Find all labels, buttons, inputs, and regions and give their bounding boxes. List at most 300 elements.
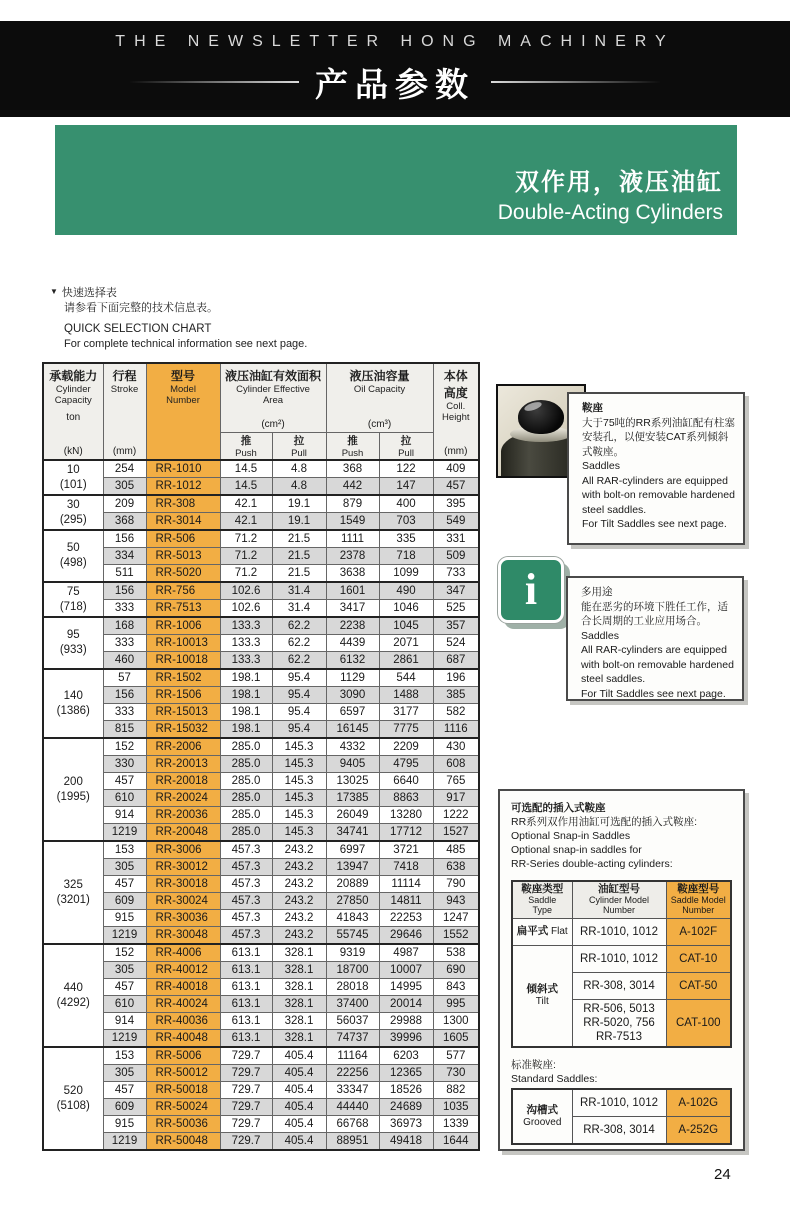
pull-oil-cell: 11114	[379, 876, 433, 893]
table-row	[43, 859, 479, 876]
table-row	[43, 478, 479, 496]
model-cell: RR-1006	[146, 617, 220, 635]
push-oil-cell: 3090	[326, 687, 379, 704]
pull-area-cell: 405.4	[272, 1099, 326, 1116]
pull-area-cell: 4.8	[272, 460, 326, 478]
pull-area-cell: 62.2	[272, 617, 326, 635]
saddles-note-en: For Tilt Saddles see next page.	[582, 518, 727, 530]
snap-saddle-table-body	[512, 881, 731, 1047]
table-row	[43, 635, 479, 652]
height-cell: 524	[433, 635, 479, 652]
height-cell: 1339	[433, 1116, 479, 1133]
push-area-cell: 613.1	[220, 1030, 272, 1048]
push-area-cell: 14.5	[220, 460, 272, 478]
saddle-type-cell: 倾斜式 Tilt	[512, 945, 572, 1047]
pull-oil-cell: 22253	[379, 910, 433, 927]
height-cell: 1116	[433, 721, 479, 739]
info-line1-en: Saddles	[581, 629, 619, 642]
model-cell: RR-756	[146, 582, 220, 600]
stroke-cell: 914	[103, 1013, 146, 1030]
saddle-header-row	[512, 881, 731, 918]
capacity-cell	[43, 841, 103, 944]
model-cell: RR-2006	[146, 738, 220, 756]
snap-in-saddles-box	[498, 789, 745, 1151]
push-oil-cell: 3417	[326, 600, 379, 618]
push-area-cell: 133.3	[220, 652, 272, 670]
capacity-ton: 30	[66, 498, 80, 511]
pull-oil-cell: 3721	[379, 841, 433, 859]
table-row	[43, 513, 479, 531]
saddle-model-cell: CAT-50	[666, 972, 731, 999]
pull-oil-cell: 544	[379, 669, 433, 687]
pull-oil-cell: 6203	[379, 1047, 433, 1065]
push-area-cell: 457.3	[220, 893, 272, 910]
snap-title-zh: 可选配的插入式鞍座	[511, 802, 606, 814]
height-cell: 577	[433, 1047, 479, 1065]
pull-area-cell: 328.1	[272, 996, 326, 1013]
capacity-kn: (933)	[59, 644, 87, 656]
push-oil-cell: 13947	[326, 859, 379, 876]
pull-area-cell: 328.1	[272, 962, 326, 979]
table-row	[43, 687, 479, 704]
table-row	[43, 704, 479, 721]
push-oil-cell: 41843	[326, 910, 379, 927]
push-oil-cell: 13025	[326, 773, 379, 790]
push-area-cell: 285.0	[220, 773, 272, 790]
height-cell: 1035	[433, 1099, 479, 1116]
stroke-cell: 457	[103, 1082, 146, 1099]
height-cell: 1605	[433, 1030, 479, 1048]
info-body-zh: 能在恶劣的环境下胜任工作，适合长周期的工业应用场合。	[581, 600, 728, 627]
capacity-kn: (101)	[59, 478, 87, 491]
height-cell: 196	[433, 669, 479, 687]
capacity-ton: 440	[63, 981, 83, 994]
stroke-cell: 457	[103, 773, 146, 790]
stroke-cell: 610	[103, 790, 146, 807]
pull-oil-cell: 2209	[379, 738, 433, 756]
table-row	[43, 721, 479, 739]
stroke-cell: 156	[103, 687, 146, 704]
stroke-cell: 333	[103, 704, 146, 721]
pull-oil-cell: 1488	[379, 687, 433, 704]
push-oil-cell: 368	[326, 460, 379, 478]
push-area-cell: 457.3	[220, 841, 272, 859]
capacity-ton: 10	[66, 463, 80, 476]
model-cell: RR-40048	[146, 1030, 220, 1048]
saddles-info-box	[567, 392, 745, 545]
intro-line4: For complete technical information see next page.	[64, 338, 308, 350]
table-row	[43, 738, 479, 756]
push-oil-cell: 4332	[326, 738, 379, 756]
height-cell: 395	[433, 495, 479, 513]
pull-area-cell: 328.1	[272, 1013, 326, 1030]
pull-area-cell: 95.4	[272, 687, 326, 704]
page-title: 产品参数	[315, 65, 475, 103]
saddles-body-en: All RAR-cylinders are equipped with bolt-on removable hardened steel saddles.	[582, 474, 735, 516]
pull-oil-cell: 122	[379, 460, 433, 478]
model-cell: RR-1012	[146, 478, 220, 496]
table-row	[43, 979, 479, 996]
model-cell: RR-30048	[146, 927, 220, 945]
table-row	[43, 652, 479, 670]
push-oil-cell: 6132	[326, 652, 379, 670]
push-oil-cell: 28018	[326, 979, 379, 996]
pull-oil-cell: 1099	[379, 565, 433, 583]
capacity-cell	[43, 944, 103, 1047]
stroke-cell: 168	[103, 617, 146, 635]
model-cell: RR-40012	[146, 962, 220, 979]
push-oil-cell: 1129	[326, 669, 379, 687]
pull-oil-cell: 14811	[379, 893, 433, 910]
push-oil-cell: 44440	[326, 1099, 379, 1116]
pull-area-cell: 145.3	[272, 824, 326, 842]
saddle-model-cell: CAT-100	[666, 999, 731, 1047]
standard-saddle-table-body	[512, 1089, 731, 1144]
pull-oil-cell: 8863	[379, 790, 433, 807]
subheader-area-push: 推 Push	[220, 433, 272, 461]
push-oil-cell: 56037	[326, 1013, 379, 1030]
table-row	[43, 824, 479, 842]
stroke-cell: 153	[103, 1047, 146, 1065]
table-row	[43, 1013, 479, 1030]
table-row	[43, 1082, 479, 1099]
push-oil-cell: 34741	[326, 824, 379, 842]
pull-area-cell: 145.3	[272, 807, 326, 824]
push-area-cell: 198.1	[220, 704, 272, 721]
push-oil-cell: 74737	[326, 1030, 379, 1048]
push-area-cell: 613.1	[220, 979, 272, 996]
model-cell: RR-7513	[146, 600, 220, 618]
cylinder-model-cell: RR-308, 3014	[572, 972, 666, 999]
saddle-model-cell: A-102F	[666, 918, 731, 945]
push-area-cell: 42.1	[220, 495, 272, 513]
stroke-cell: 457	[103, 876, 146, 893]
stroke-cell: 152	[103, 738, 146, 756]
push-area-cell: 613.1	[220, 1013, 272, 1030]
height-cell: 331	[433, 530, 479, 548]
versatility-info-box	[566, 576, 744, 701]
table-row	[43, 944, 479, 962]
push-oil-cell: 88951	[326, 1133, 379, 1151]
capacity-kn: (498)	[59, 557, 87, 569]
pull-area-cell: 31.4	[272, 600, 326, 618]
push-oil-cell: 27850	[326, 893, 379, 910]
capacity-cell	[43, 1047, 103, 1150]
table-row	[43, 1099, 479, 1116]
saddle-model-cell: A-252G	[666, 1116, 731, 1144]
push-area-cell: 729.7	[220, 1116, 272, 1133]
model-cell: RR-50012	[146, 1065, 220, 1082]
stroke-cell: 1219	[103, 824, 146, 842]
col-header-stroke: 行程 Stroke (mm)	[103, 363, 146, 460]
stroke-cell: 609	[103, 1099, 146, 1116]
cylinder-model-cell: RR-1010, 1012	[572, 918, 666, 945]
snap-subtitle-en2: RR-Series double-acting cylinders:	[511, 858, 673, 870]
pull-area-cell: 405.4	[272, 1133, 326, 1151]
saddles-title-zh: 鞍座	[582, 402, 603, 414]
col-header-capacity: 承载能力 Cylinder Capacity ton (kN)	[43, 363, 103, 460]
table-row	[43, 565, 479, 583]
intro-line2: 请参看下面完整的技术信息表。	[64, 302, 218, 314]
pull-oil-cell: 10007	[379, 962, 433, 979]
table-row	[43, 548, 479, 565]
pull-area-cell: 145.3	[272, 773, 326, 790]
pull-oil-cell: 24689	[379, 1099, 433, 1116]
height-cell: 1644	[433, 1133, 479, 1151]
stroke-cell: 460	[103, 652, 146, 670]
pull-area-cell: 95.4	[272, 669, 326, 687]
stroke-cell: 1219	[103, 1030, 146, 1048]
height-cell: 638	[433, 859, 479, 876]
newsletter-text: THE NEWSLETTER HONG MACHINERY	[115, 32, 675, 50]
height-cell: 882	[433, 1082, 479, 1099]
stroke-cell: 153	[103, 841, 146, 859]
height-cell: 538	[433, 944, 479, 962]
table-row	[43, 1030, 479, 1048]
table-row	[43, 927, 479, 945]
push-oil-cell: 6997	[326, 841, 379, 859]
capacity-cell	[43, 460, 103, 495]
model-cell: RR-20048	[146, 824, 220, 842]
push-area-cell: 285.0	[220, 790, 272, 807]
section-banner	[55, 125, 737, 235]
capacity-cell	[43, 617, 103, 669]
pull-area-cell: 328.1	[272, 979, 326, 996]
pull-oil-cell: 1046	[379, 600, 433, 618]
subheader-oil-push: 推 Push	[326, 433, 379, 461]
push-area-cell: 729.7	[220, 1047, 272, 1065]
pull-area-cell: 62.2	[272, 652, 326, 670]
push-area-cell: 71.2	[220, 530, 272, 548]
pull-area-cell: 21.5	[272, 565, 326, 583]
col-header-height: 本体 高度 Coll. Height (mm)	[433, 363, 479, 460]
push-oil-cell: 16145	[326, 721, 379, 739]
push-oil-cell: 66768	[326, 1116, 379, 1133]
push-oil-cell: 37400	[326, 996, 379, 1013]
capacity-ton: 200	[63, 775, 83, 788]
height-cell: 1527	[433, 824, 479, 842]
model-cell: RR-20013	[146, 756, 220, 773]
stroke-cell: 209	[103, 495, 146, 513]
push-oil-cell: 4439	[326, 635, 379, 652]
model-cell: RR-506	[146, 530, 220, 548]
push-area-cell: 729.7	[220, 1099, 272, 1116]
push-oil-cell: 2378	[326, 548, 379, 565]
pull-area-cell: 243.2	[272, 893, 326, 910]
model-cell: RR-40018	[146, 979, 220, 996]
height-cell: 843	[433, 979, 479, 996]
height-cell: 509	[433, 548, 479, 565]
info-icon: i	[498, 557, 564, 623]
capacity-kn: (1995)	[56, 790, 90, 803]
pull-area-cell: 145.3	[272, 738, 326, 756]
push-area-cell: 198.1	[220, 721, 272, 739]
intro-line1: ▼ 快速选择表	[50, 287, 117, 299]
stroke-cell: 815	[103, 721, 146, 739]
model-cell: RR-50024	[146, 1099, 220, 1116]
table-row	[43, 756, 479, 773]
height-cell: 733	[433, 565, 479, 583]
pull-area-cell: 95.4	[272, 704, 326, 721]
push-area-cell: 42.1	[220, 513, 272, 531]
cylinder-model-cell: RR-1010, 1012	[572, 945, 666, 972]
pull-area-cell: 4.8	[272, 478, 326, 496]
pull-area-cell: 62.2	[272, 635, 326, 652]
table-row	[43, 582, 479, 600]
stroke-cell: 305	[103, 859, 146, 876]
cylinder-model-cell: RR-308, 3014	[572, 1116, 666, 1144]
push-area-cell: 457.3	[220, 876, 272, 893]
height-cell: 385	[433, 687, 479, 704]
pull-oil-cell: 6640	[379, 773, 433, 790]
model-cell: RR-15032	[146, 721, 220, 739]
capacity-kn: (1386)	[56, 704, 90, 717]
push-oil-cell: 2238	[326, 617, 379, 635]
pull-area-cell: 21.5	[272, 530, 326, 548]
capacity-kn: (3201)	[56, 893, 90, 906]
push-oil-cell: 1111	[326, 530, 379, 548]
pull-oil-cell: 29988	[379, 1013, 433, 1030]
col-header-model: 型号 Model Number	[146, 363, 220, 460]
title-rule-right	[491, 81, 661, 83]
pull-oil-cell: 703	[379, 513, 433, 531]
pull-oil-cell: 49418	[379, 1133, 433, 1151]
intro-line3: QUICK SELECTION CHART	[64, 323, 212, 335]
pull-area-cell: 243.2	[272, 910, 326, 927]
capacity-ton: 50	[66, 542, 80, 554]
pull-area-cell: 243.2	[272, 859, 326, 876]
pull-oil-cell: 335	[379, 530, 433, 548]
pull-oil-cell: 3177	[379, 704, 433, 721]
model-cell: RR-5006	[146, 1047, 220, 1065]
stroke-cell: 57	[103, 669, 146, 687]
table-row	[43, 1065, 479, 1082]
push-area-cell: 102.6	[220, 582, 272, 600]
height-cell: 943	[433, 893, 479, 910]
height-cell: 430	[433, 738, 479, 756]
stroke-cell: 610	[103, 996, 146, 1013]
push-area-cell: 285.0	[220, 807, 272, 824]
table-row	[43, 669, 479, 687]
cylinder-model-cell: RR-1010, 1012	[572, 1089, 666, 1117]
model-cell: RR-40036	[146, 1013, 220, 1030]
push-oil-cell: 442	[326, 478, 379, 496]
height-cell: 995	[433, 996, 479, 1013]
stroke-cell: 457	[103, 979, 146, 996]
capacity-kn: (5108)	[56, 1099, 90, 1112]
main-table-body	[43, 460, 479, 1150]
height-cell: 608	[433, 756, 479, 773]
pull-area-cell: 19.1	[272, 513, 326, 531]
cylinder-model-cell: RR-506, 5013 RR-5020, 756 RR-7513	[572, 999, 666, 1047]
push-area-cell: 285.0	[220, 824, 272, 842]
push-area-cell: 457.3	[220, 927, 272, 945]
col-header-effective-area: 液压油缸有效面积 Cylinder Effective Area (cm²)	[220, 363, 326, 433]
push-oil-cell: 1601	[326, 582, 379, 600]
push-oil-cell: 18700	[326, 962, 379, 979]
saddle-model-cell: CAT-10	[666, 945, 731, 972]
pull-oil-cell: 400	[379, 495, 433, 513]
standard-saddles-title-zh: 标准鞍座:	[511, 1058, 556, 1071]
title-rule-left	[129, 81, 299, 83]
push-oil-cell: 33347	[326, 1082, 379, 1099]
push-oil-cell: 1549	[326, 513, 379, 531]
model-cell: RR-20018	[146, 773, 220, 790]
table-row	[43, 530, 479, 548]
model-cell: RR-3014	[146, 513, 220, 531]
pull-area-cell: 145.3	[272, 790, 326, 807]
pull-area-cell: 31.4	[272, 582, 326, 600]
saddles-title-en: Saddles	[582, 460, 620, 472]
height-cell: 582	[433, 704, 479, 721]
pull-oil-cell: 718	[379, 548, 433, 565]
model-cell: RR-1506	[146, 687, 220, 704]
push-area-cell: 729.7	[220, 1082, 272, 1099]
model-cell: RR-10018	[146, 652, 220, 670]
height-cell: 730	[433, 1065, 479, 1082]
push-area-cell: 198.1	[220, 669, 272, 687]
capacity-cell	[43, 495, 103, 530]
table-row	[43, 1047, 479, 1065]
pull-area-cell: 328.1	[272, 1030, 326, 1048]
stroke-cell: 330	[103, 756, 146, 773]
capacity-kn: (4292)	[56, 996, 90, 1009]
height-cell: 409	[433, 460, 479, 478]
pull-area-cell: 145.3	[272, 756, 326, 773]
standard-saddle-table	[511, 1088, 732, 1145]
pull-area-cell: 243.2	[272, 876, 326, 893]
table-row	[43, 910, 479, 927]
stroke-cell: 1219	[103, 1133, 146, 1151]
height-cell: 1300	[433, 1013, 479, 1030]
pull-oil-cell: 14995	[379, 979, 433, 996]
info-note-en: For Tilt Saddles see next page.	[581, 687, 726, 700]
pull-area-cell: 95.4	[272, 721, 326, 739]
model-cell: RR-30018	[146, 876, 220, 893]
stroke-cell: 915	[103, 1116, 146, 1133]
subheader-oil-pull: 拉 Pull	[379, 433, 433, 461]
snap-subtitle-zh: RR系列双作用油缸可选配的插入式鞍座:	[511, 816, 698, 828]
model-cell: RR-5013	[146, 548, 220, 565]
stroke-cell: 334	[103, 548, 146, 565]
stroke-cell: 305	[103, 962, 146, 979]
push-oil-cell: 17385	[326, 790, 379, 807]
model-cell: RR-30024	[146, 893, 220, 910]
pull-area-cell: 243.2	[272, 841, 326, 859]
table-row	[43, 807, 479, 824]
stroke-cell: 511	[103, 565, 146, 583]
stroke-cell: 914	[103, 807, 146, 824]
push-oil-cell: 55745	[326, 927, 379, 945]
push-oil-cell: 3638	[326, 565, 379, 583]
table-row	[43, 773, 479, 790]
table-row	[43, 460, 479, 478]
capacity-ton: 95	[66, 629, 80, 641]
height-cell: 1222	[433, 807, 479, 824]
col-header-oil-capacity: 液压油容量 Oil Capacity (cm³)	[326, 363, 433, 433]
table-row	[43, 893, 479, 910]
pull-area-cell: 405.4	[272, 1065, 326, 1082]
model-cell: RR-30012	[146, 859, 220, 876]
capacity-ton: 520	[63, 1084, 83, 1097]
model-cell: RR-10013	[146, 635, 220, 652]
pull-area-cell: 243.2	[272, 927, 326, 945]
table-row	[43, 790, 479, 807]
model-cell: RR-3006	[146, 841, 220, 859]
stroke-cell: 915	[103, 910, 146, 927]
table-row	[43, 617, 479, 635]
saddle-col-header: 鞍座类型 Saddle Type	[512, 881, 572, 918]
